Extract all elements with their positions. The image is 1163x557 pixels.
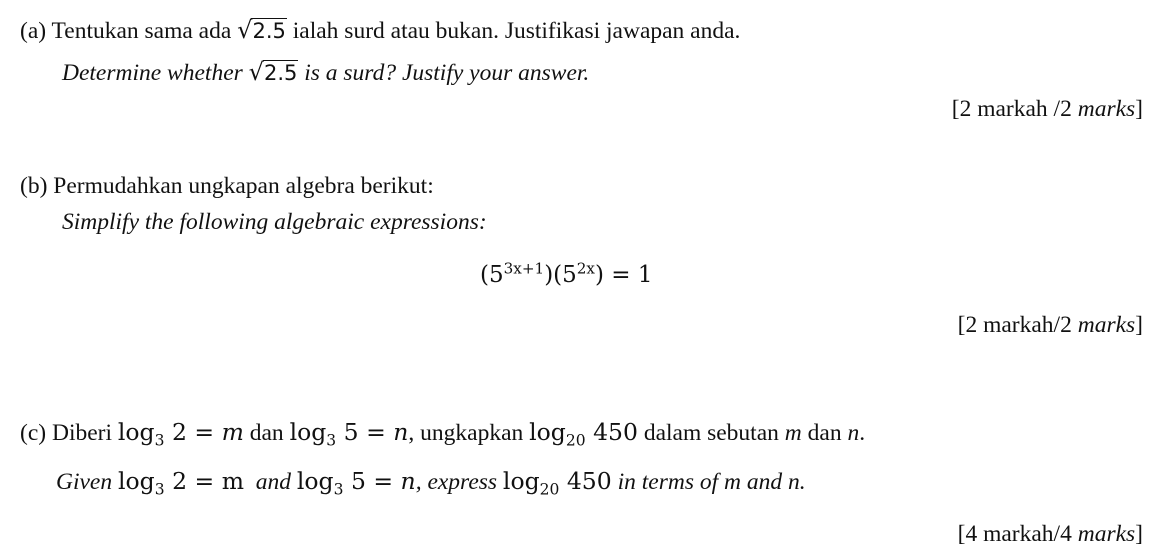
log-fn-3: log [529,418,566,446]
marks-c-english: marks [1077,521,1136,547]
log-fn-2: log [289,418,327,446]
english-terms: in terms of [617,469,719,495]
log-arg: 2 [171,418,187,446]
log-fn-e3: log [502,467,540,495]
equals-e2: = [373,467,401,495]
var-n: n [393,418,409,446]
dan-text-2: dan [807,420,842,446]
log-base-e2: 3 [333,480,344,499]
log3-2-expression [117,418,244,450]
marks-b [958,312,1143,339]
eq-open1: (5 [480,262,504,288]
sqrt-expression: √2.5 [237,16,286,44]
radicand-english: 2.5 [263,61,298,85]
english-express: , express [415,469,498,495]
question-a-english [62,58,589,87]
marks-a-close: ] [1135,96,1143,122]
marks-c-close: ] [1135,521,1143,547]
marks-a-malay: [2 markah /2 [951,96,1072,122]
question-a-label: (a) [20,18,47,44]
eq-exponent1: 3x+1 [503,259,545,278]
var-m-text: m [784,420,802,446]
question-b-label: (b) [20,173,48,199]
marks-b-close: ] [1135,312,1143,338]
log20-450-english [502,467,612,499]
english-n: n. [787,469,806,495]
log-arg-3: 450 [593,418,638,446]
var-n-text: n [847,420,860,446]
marks-c-malay: [4 markah/4 [957,521,1072,547]
dalam-sebutan-text: dalam sebutan [643,420,779,446]
log20-450-expression [529,418,638,450]
marks-c [958,521,1143,548]
dan-text: dan [249,420,284,446]
log-base-e3: 20 [539,480,560,499]
question-a-english-text: Determine whether [62,60,243,86]
question-c-english [56,467,806,499]
log-arg-2: 5 [343,418,359,446]
var-m: m [221,418,244,446]
log3-5-expression [289,418,409,450]
log-arg-e2: 5 [350,467,366,495]
english-given: Given [56,469,113,495]
question-c-malay [20,418,866,450]
equals-2: = [366,418,394,446]
eq-close: ) = 1 [595,262,653,288]
sqrt-expression-english: √2.5 [248,58,298,86]
question-b-malay-text: Permudahkan ungkapan algebra berikut: [53,173,434,199]
log-base-2: 3 [326,431,337,450]
equation-b [480,261,653,289]
question-b-english [62,208,487,236]
log-fn-e2: log [296,467,334,495]
english-m: m [724,469,741,495]
log-arg-e1: 2 [172,467,188,495]
marks-b-malay: [2 markah/2 [957,312,1072,338]
english-and2: and [746,469,783,495]
var-n-e: n [400,467,416,495]
var-m-roman: m [221,467,244,495]
period: . [859,420,866,446]
radicand: 2.5 [252,19,286,43]
equals: = [194,418,222,446]
log-fn-e1: log [118,467,155,495]
eq-mid: )(5 [544,262,577,288]
log-base-e1: 3 [154,480,165,499]
question-b-malay [20,172,434,200]
log3-5-english [296,467,416,499]
question-b-english-text: Simplify the following algebraic expressions: [62,209,487,235]
question-a-malay [20,16,740,45]
marks-b-english: marks [1077,312,1136,338]
log-arg-e3: 450 [566,467,612,495]
question-c-given: Diberi [51,420,113,446]
log-fn: log [117,418,155,446]
question-c-label: (c) [20,420,47,446]
marks-a [952,96,1143,123]
question-a-english-rest: is a surd? Justify your answer. [304,60,590,86]
question-a-malay-text: Tentukan sama ada [51,18,232,44]
log3-2-english [118,467,244,499]
log-base-3: 20 [565,431,586,450]
question-a-malay-rest: ialah surd atau bukan. Justifikasi jawapan anda. [292,18,741,44]
eq-exponent2: 2x [576,259,595,278]
log-base: 3 [154,431,165,450]
english-and: and [255,469,291,495]
equals-e1: = [194,467,222,495]
ungkapkan-text: , ungkapkan [408,420,524,446]
marks-a-english: marks [1077,96,1136,122]
